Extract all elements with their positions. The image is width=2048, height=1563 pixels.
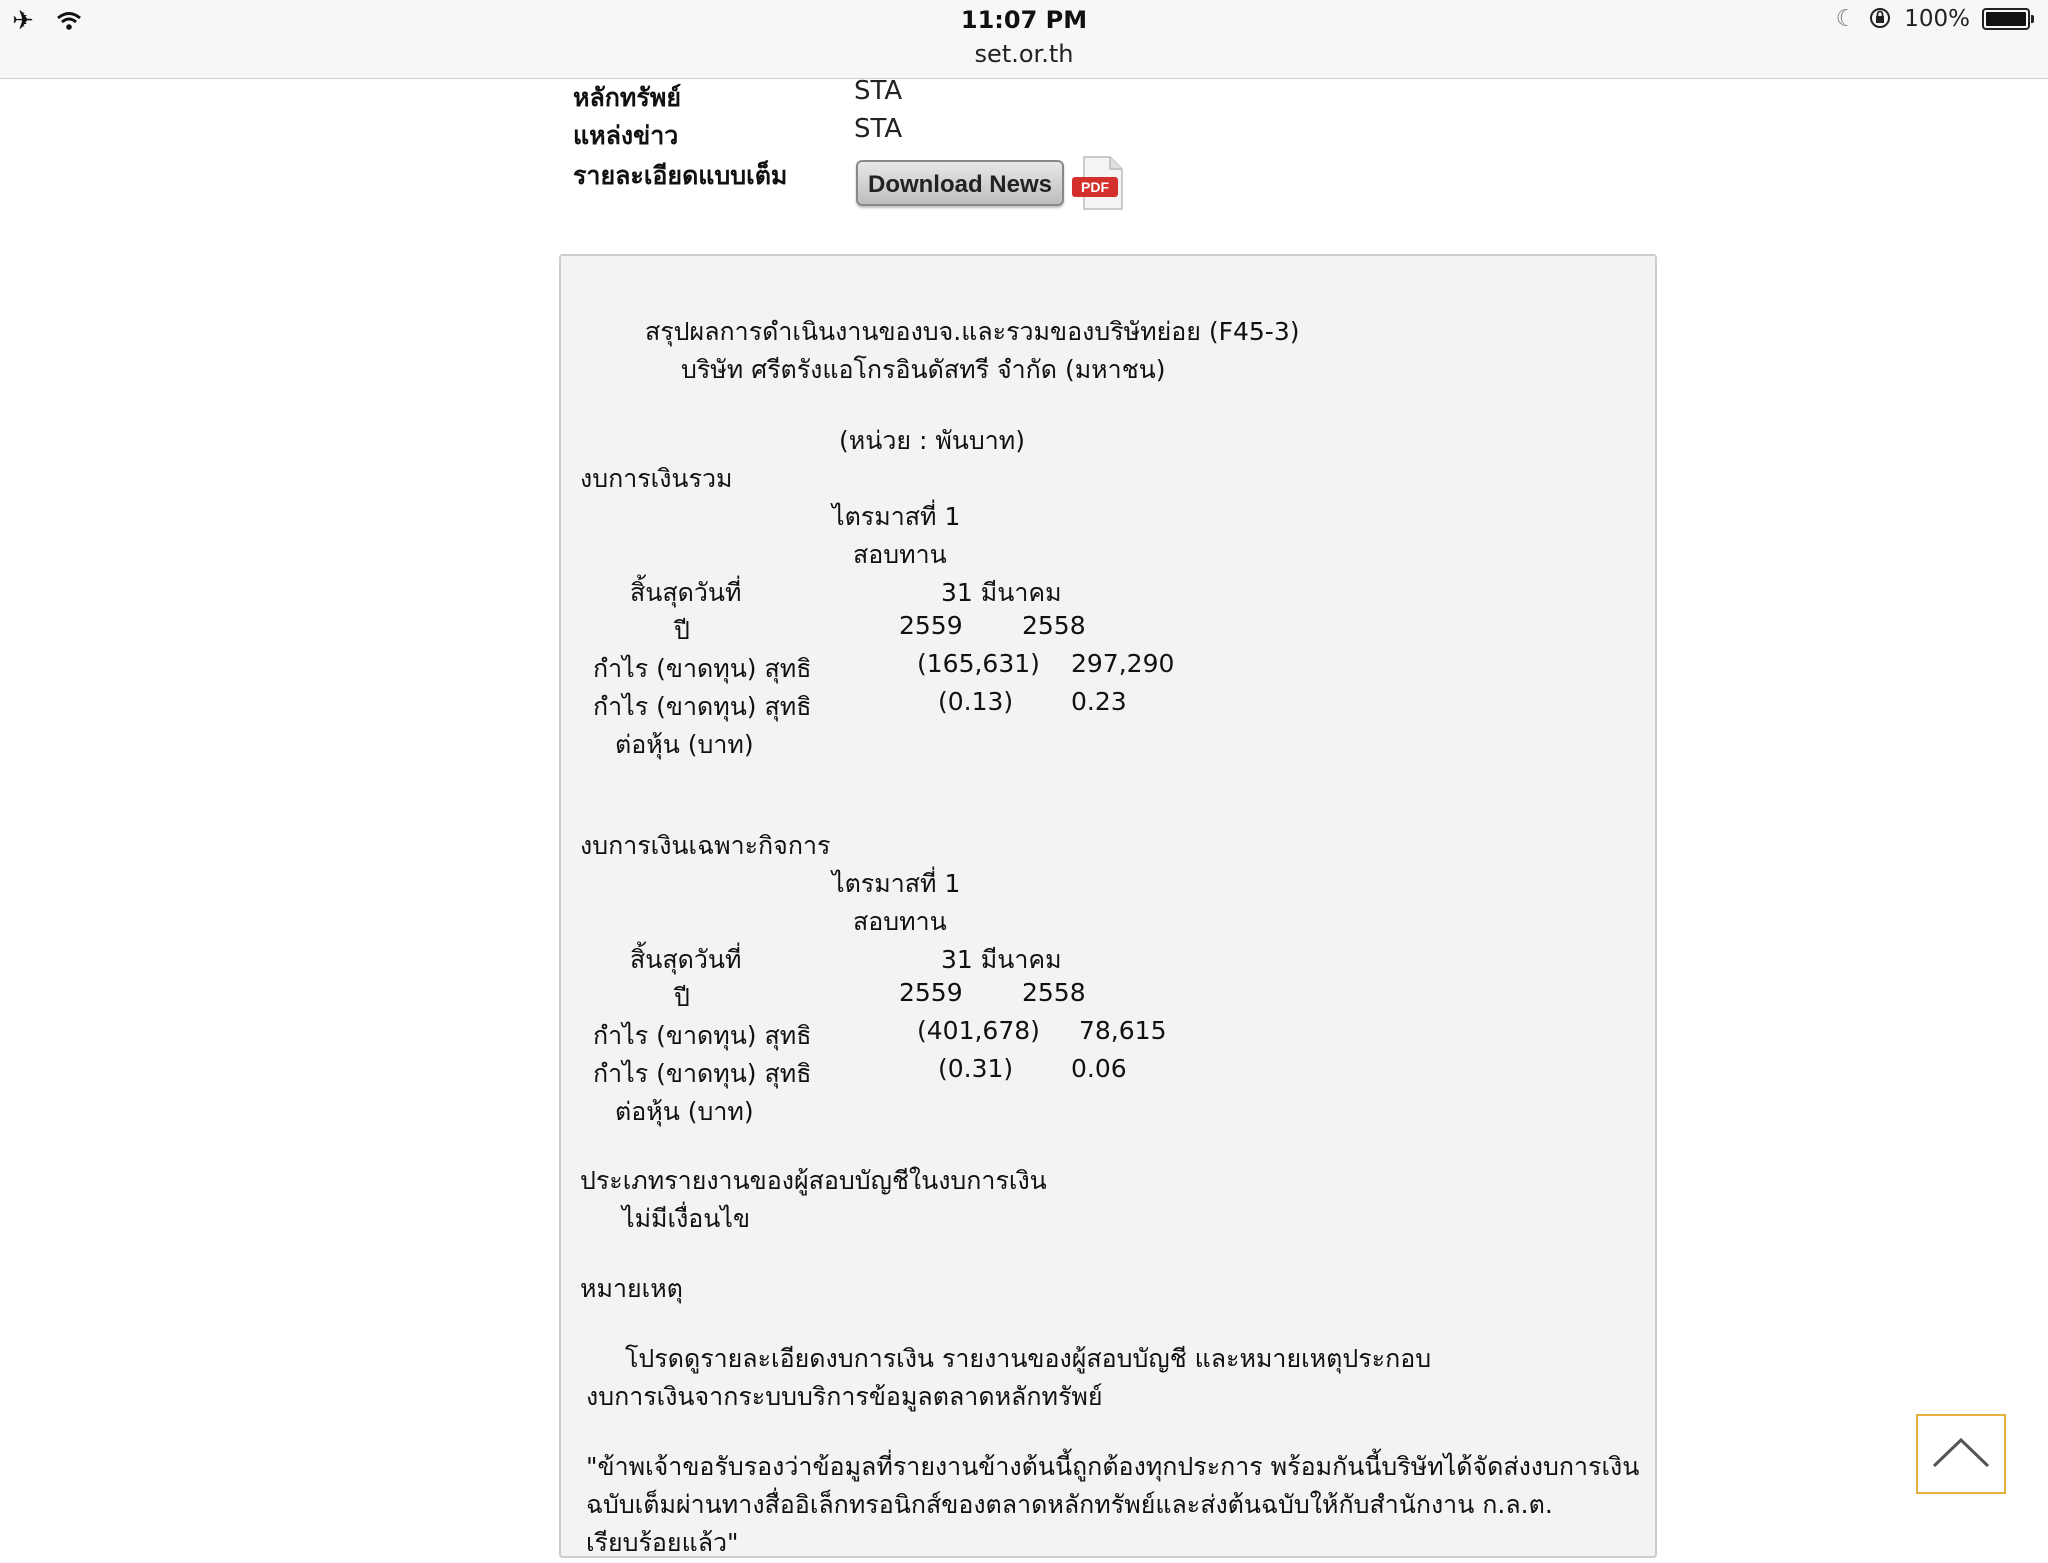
consolidated-net-profit-prior: 297,290	[1071, 649, 1175, 678]
consolidated-net-profit-label: กำไร (ขาดทุน) สุทธิ	[593, 654, 812, 683]
full-detail-label: รายละเอียดแบบเต็ม	[573, 161, 788, 190]
battery-percent: 100%	[1904, 6, 1970, 32]
moon-icon: ☾	[1835, 6, 1857, 32]
chevron-up-icon	[1918, 1416, 2004, 1492]
consolidated-year-prior: 2558	[1022, 611, 1086, 640]
separate-eps-prior: 0.06	[1071, 1054, 1127, 1083]
separate-net-profit-prior: 78,615	[1079, 1016, 1167, 1045]
consolidated-eps-label-2: ต่อหุ้น (บาท)	[615, 730, 754, 759]
security-label: หลักทรัพย์	[573, 83, 681, 112]
separate-heading: งบการเงินเฉพาะกิจการ	[580, 831, 831, 860]
certify-line-2: ฉบับเต็มผ่านทางสื่ออิเล็กทรอนิกส์ของตลาดหลักทรัพย์และส่งต้นฉบับให้กับสำนักงาน ก.ล.ต.	[586, 1490, 1553, 1519]
separate-end-date: 31 มีนาคม	[941, 945, 1062, 974]
separate-year-prior: 2558	[1022, 978, 1086, 1007]
consolidated-year-label: ปี	[674, 616, 690, 645]
consolidated-end-date-label: สิ้นสุดวันที่	[630, 578, 742, 607]
airplane-icon: ✈	[12, 6, 34, 36]
consolidated-end-date: 31 มีนาคม	[941, 578, 1062, 607]
note-line-2: งบการเงินจากระบบบริการข้อมูลตลาดหลักทรัพย์	[586, 1382, 1103, 1411]
consolidated-eps-current: (0.13)	[938, 687, 1014, 716]
separate-net-profit-current: (401,678)	[917, 1016, 1040, 1045]
separate-net-profit-label: กำไร (ขาดทุน) สุทธิ	[593, 1021, 812, 1050]
consolidated-heading: งบการเงินรวม	[580, 464, 733, 493]
separate-period: ไตรมาสที่ 1	[832, 869, 961, 898]
company-name: บริษัท ศรีตรังแอโกรอินดัสทรี จำกัด (มหาชน)	[681, 355, 1166, 384]
pdf-label: PDF	[1081, 179, 1109, 195]
unit-label: (หน่วย : พันบาท)	[839, 426, 1026, 455]
address-url[interactable]: set.or.th	[974, 40, 1074, 68]
separate-status: สอบทาน	[853, 907, 947, 936]
consolidated-period: ไตรมาสที่ 1	[832, 502, 961, 531]
note-heading: หมายเหตุ	[580, 1274, 683, 1303]
separate-eps-label: กำไร (ขาดทุน) สุทธิ	[593, 1059, 812, 1088]
separate-eps-current: (0.31)	[938, 1054, 1014, 1083]
certify-line-3: เรียบร้อยแล้ว"	[586, 1528, 739, 1557]
status-bar	[0, 0, 2048, 79]
rotation-lock-icon	[1868, 6, 1892, 32]
consolidated-year-current: 2559	[899, 611, 963, 640]
auditor-heading: ประเภทรายงานของผู้สอบบัญชีในงบการเงิน	[580, 1166, 1047, 1195]
battery-icon	[1982, 8, 2030, 30]
security-value: STA	[854, 76, 903, 106]
pdf-icon[interactable]	[1070, 155, 1126, 211]
consolidated-status: สอบทาน	[853, 540, 947, 569]
separate-year-current: 2559	[899, 978, 963, 1007]
source-label: แหล่งข่าว	[573, 121, 679, 150]
separate-year-label: ปี	[674, 983, 690, 1012]
report-title: สรุปผลการดำเนินงานของบจ.และรวมของบริษัทย่อย (F45-3)	[645, 317, 1300, 346]
consolidated-net-profit-current: (165,631)	[917, 649, 1040, 678]
clock: 11:07 PM	[960, 6, 1088, 34]
status-right	[1836, 6, 2030, 32]
consolidated-eps-prior: 0.23	[1071, 687, 1127, 716]
consolidated-eps-label: กำไร (ขาดทุน) สุทธิ	[593, 692, 812, 721]
certify-line-1: "ข้าพเจ้าขอรับรองว่าข้อมูลที่รายงานข้างต้นนี้ถูกต้องทุกประการ พร้อมกันนี้บริษัทได้จัดส่งงบการเงิน	[586, 1452, 1640, 1481]
separate-end-date-label: สิ้นสุดวันที่	[630, 945, 742, 974]
separate-eps-label-2: ต่อหุ้น (บาท)	[615, 1097, 754, 1126]
source-value: STA	[854, 114, 903, 144]
scroll-to-top-button[interactable]	[1916, 1414, 2006, 1494]
note-line-1: โปรดดูรายละเอียดงบการเงิน รายงานของผู้สอบบัญชี และหมายเหตุประกอบ	[625, 1344, 1432, 1373]
download-news-button[interactable]: Download News	[856, 160, 1064, 206]
auditor-value: ไม่มีเงื่อนไข	[622, 1204, 751, 1233]
